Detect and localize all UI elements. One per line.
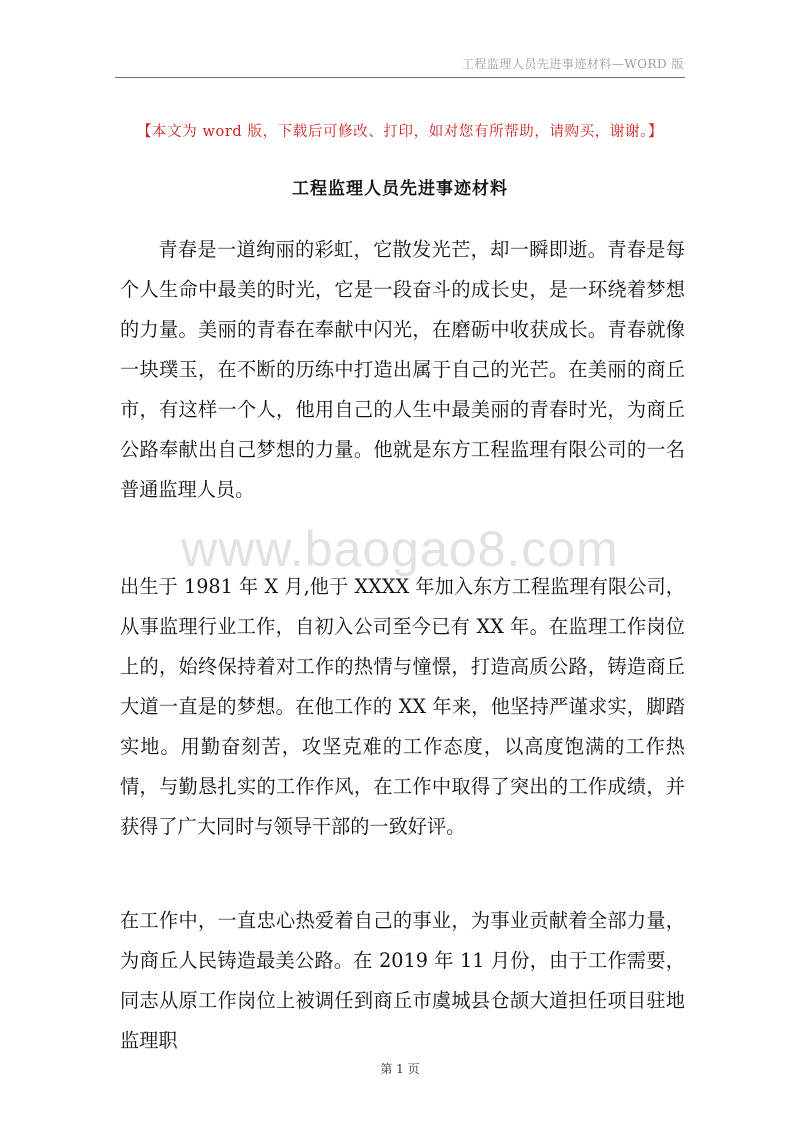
paragraph-2: 出生于 1981 年 X 月,他于 XXXX 年加入东方工程监理有限公司，从事监理行业工作，自初入公司至今已有 XX 年。在监理工作岗位上的，始终保持着对工作的热情与憧憬，打造高质公路，铸造商丘大道一直是的梦想。在他工作的 XX 年来，他坚持严谨求实，脚踏实地。用勤奋刻苦，攻坚克难的工作态度，以高度饱满的工作热情，与勤恳扎实的工作作风，在工作中取得了突出的工作成绩，并获得了广大同时与领导干部的一致好评。 bbox=[120, 575, 685, 838]
running-header: 工程监理人员先进事迹材料—WORD 版 bbox=[461, 57, 684, 71]
paragraph-3: 在工作中，一直忠心热爱着自己的事业，为事业贡献着全部力量，为商丘人民铸造最美公路。在 2019 年 11 月份，由于工作需要，同志从原工作岗位上被调任到商丘市虞城县仓颉大道担任项目驻地监理职 bbox=[120, 909, 685, 1052]
header-divider bbox=[115, 77, 685, 78]
watermark: www.baogao8.com bbox=[181, 521, 619, 577]
document-title: 工程监理人员先进事迹材料 bbox=[292, 179, 508, 199]
download-notice: 【本文为 word 版，下载后可修改、打印，如对您有所帮助，请购买，谢谢。】 bbox=[136, 124, 664, 140]
paragraph-1: 青春是一道绚丽的彩虹，它散发光芒，却一瞬即逝。青春是每个人生命中最美的时光，它是一段奋斗的成长史，是一环绕着梦想的力量。美丽的青春在奉献中闪光，在磨砺中收获成长。青春就像一块璞玉，在不断的历练中打造出属于自己的光芒。在美丽的商丘市，有这样一个人，他用自己的人生中最美丽的青春时光，为商丘公路奉献出自己梦想的力量。他就是东方工程监理有限公司的一名普通监理人员。 bbox=[120, 238, 685, 501]
page-number: 第 1 页 bbox=[380, 1062, 420, 1076]
